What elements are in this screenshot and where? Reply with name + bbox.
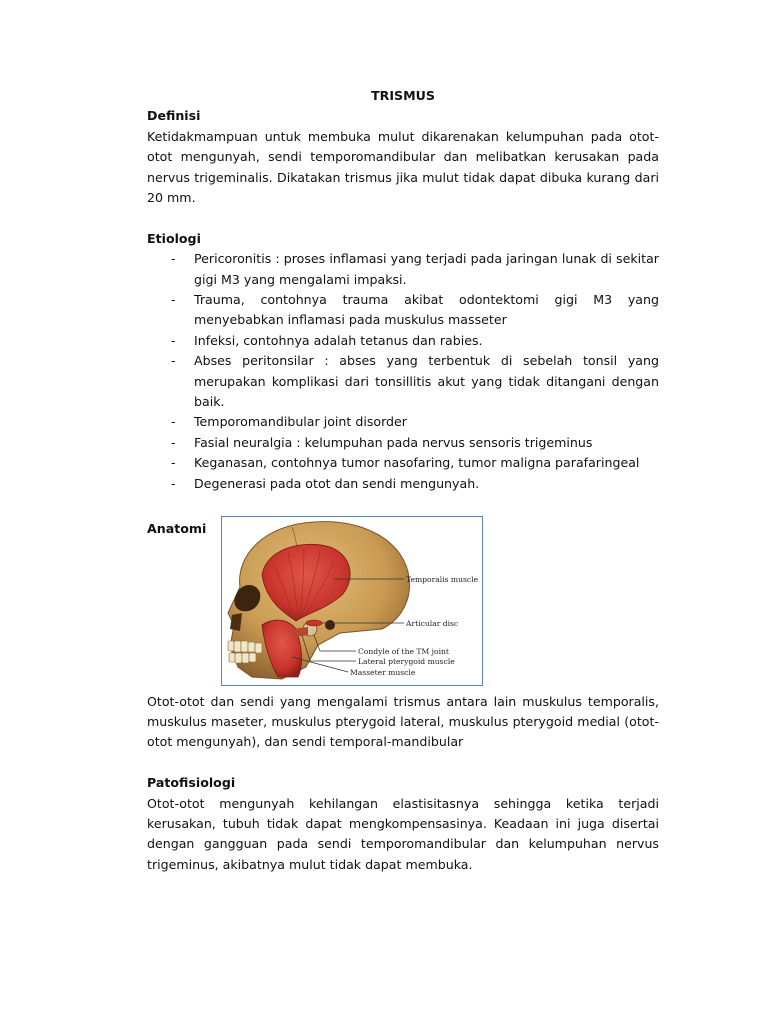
spacer	[147, 494, 659, 514]
skull-illustration	[222, 517, 481, 684]
list-item-text: Degenerasi pada otot dan sendi mengunyah.	[194, 475, 480, 491]
list-item-text: Pericoronitis : proses inflamasi yang terjadi pada jaringan lunak di sekitar gigi M3 yang mengalami impaksi.	[194, 251, 659, 287]
label-temporalis: Temporalis muscle	[406, 574, 479, 584]
list-item-text: Fasial neuralgia : kelumpuhan pada nervus sensoris trigeminus	[194, 434, 593, 450]
list-item	[147, 249, 659, 290]
skull-anatomy-figure	[221, 516, 483, 686]
document-page	[147, 86, 659, 875]
label-masseter: Masseter muscle	[350, 667, 416, 677]
anatomi-section	[147, 519, 659, 692]
list-item	[147, 351, 659, 412]
document-title: TRISMUS	[371, 88, 435, 103]
spacer	[147, 208, 659, 228]
list-dash: -	[171, 332, 176, 348]
list-dash: -	[171, 455, 176, 471]
patofisiologi-text: Otot-otot mengunyah kehilangan elastisitasnya sehingga ketika terjadi kerusakan, tubuh tidak dapat mengkompensasinya. Keadaan ini juga disertai dengan gangguan pada sendi temporomandibular dan kelumpuhan nervus trigeminus, akibatnya mulut tidak dapat membuka.	[147, 795, 659, 872]
list-dash: -	[171, 292, 176, 308]
patofisiologi-heading: Patofisiologi	[147, 775, 236, 791]
definisi-text: Ketidakmampuan untuk membuka mulut dikarenakan kelumpuhan pada otot-otot mengunyah, sendi temporomandibular dan melibatkan kerusakan pada nervus trigeminalis. Dikatakan trismus jika mulut tidak dapat dibuka kurang dari 20 mm.	[147, 128, 659, 206]
list-item	[147, 433, 659, 453]
list-dash: -	[171, 475, 176, 491]
articular-disc-shape	[306, 620, 322, 626]
label-condyle: Condyle of the TM joint	[358, 646, 449, 656]
list-item	[147, 412, 659, 432]
list-item-text: Infeksi, contohnya adalah tetanus dan rabies.	[194, 332, 483, 348]
label-articular-disc: Articular disc	[406, 618, 459, 628]
anatomi-heading: Anatomi	[147, 520, 207, 536]
etiologi-list	[147, 249, 659, 494]
list-dash: -	[171, 414, 176, 430]
list-item-text: Keganasan, contohnya tumor nasofaring, tumor maligna parafaringeal	[194, 455, 640, 471]
list-item	[147, 331, 659, 351]
list-item-text: Abses peritonsilar : abses yang terbentuk di sebelah tonsil yang merupakan komplikasi dari tonsillitis akut yang tidak ditangani dengan baik.	[194, 353, 659, 410]
list-item	[147, 453, 659, 473]
list-dash: -	[171, 353, 176, 369]
spacer	[147, 753, 659, 773]
list-item	[147, 290, 659, 331]
list-item-text: Trauma, contohnya trauma akibat odontektomi gigi M3 yang menyebabkan inflamasi pada muskulus masseter	[194, 292, 659, 328]
list-item-text: Temporomandibular joint disorder	[194, 414, 407, 430]
label-lateral-pterygoid: Lateral pterygoid muscle	[358, 656, 455, 666]
list-dash: -	[171, 434, 176, 450]
list-item	[147, 474, 659, 494]
ear-canal-shape	[325, 620, 335, 630]
anatomi-text: Otot-otot dan sendi yang mengalami trismus antara lain muskulus temporalis, muskulus maseter, muskulus pterygoid lateral, muskulus pterygoid medial (otot-otot mengunyah), dan sendi temporal-mandibular	[147, 693, 659, 750]
etiologi-heading: Etiologi	[147, 230, 201, 246]
definisi-heading: Definisi	[147, 108, 201, 124]
list-dash: -	[171, 251, 176, 267]
